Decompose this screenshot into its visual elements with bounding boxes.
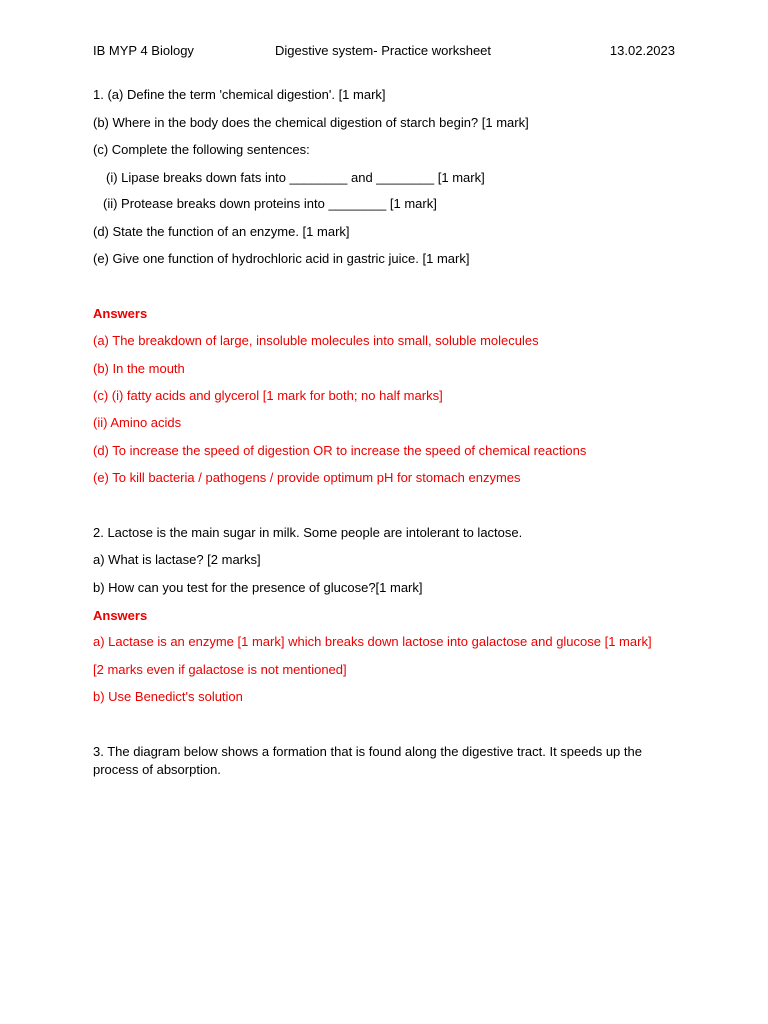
answers-1-heading: Answers [93, 306, 148, 321]
worksheet-title: Digestive system- Practice worksheet [275, 43, 492, 58]
answer-2a: a) Lactase is an enzyme [1 mark] which breaks down lactose into galactose and glucose [1 mark] [93, 634, 652, 649]
question-2-intro: 2. Lactose is the main sugar in milk. Some people are intolerant to lactose. [93, 525, 523, 540]
answer-1e: (e) To kill bacteria / pathogens / provide optimum pH for stomach enzymes [93, 470, 521, 485]
question-1e: (e) Give one function of hydrochloric acid in gastric juice. [1 mark] [93, 251, 470, 266]
answer-1b: (b) In the mouth [93, 361, 185, 376]
answer-1c-ii: (ii) Amino acids [93, 415, 182, 430]
answers-2-heading: Answers [93, 608, 148, 623]
worksheet-date: 13.02.2023 [609, 43, 675, 58]
question-1d: (d) State the function of an enzyme. [1 mark] [93, 224, 350, 239]
answer-1a: (a) The breakdown of large, insoluble molecules into small, soluble molecules [93, 333, 539, 348]
question-1c: (c) Complete the following sentences: [93, 142, 310, 157]
answer-1d: (d) To increase the speed of digestion OR to increase the speed of chemical reactions [93, 443, 587, 458]
page-header [93, 43, 675, 61]
answer-2b: b) Use Benedict's solution [93, 689, 243, 704]
course-name: IB MYP 4 Biology [93, 43, 194, 58]
question-3: 3. The diagram below shows a formation that is found along the digestive tract. It speeds up the process of absorption. [93, 744, 642, 777]
answer-2a-note: [2 marks even if galactose is not mentioned] [93, 662, 347, 677]
question-1b: (b) Where in the body does the chemical digestion of starch begin? [1 mark] [93, 115, 529, 130]
question-2b: b) How can you test for the presence of glucose?[1 mark] [93, 580, 423, 595]
question-1c-i: (i) Lipase breaks down fats into ________ and ________ [1 mark] [106, 170, 485, 185]
question-1a: 1. (a) Define the term 'chemical digestion'. [1 mark] [93, 87, 386, 102]
question-1c-ii: (ii) Protease breaks down proteins into ________ [1 mark] [103, 196, 437, 211]
question-2a: a) What is lactase? [2 marks] [93, 552, 261, 567]
answer-1c-i: (c) (i) fatty acids and glycerol [1 mark for both; no half marks] [93, 388, 443, 403]
